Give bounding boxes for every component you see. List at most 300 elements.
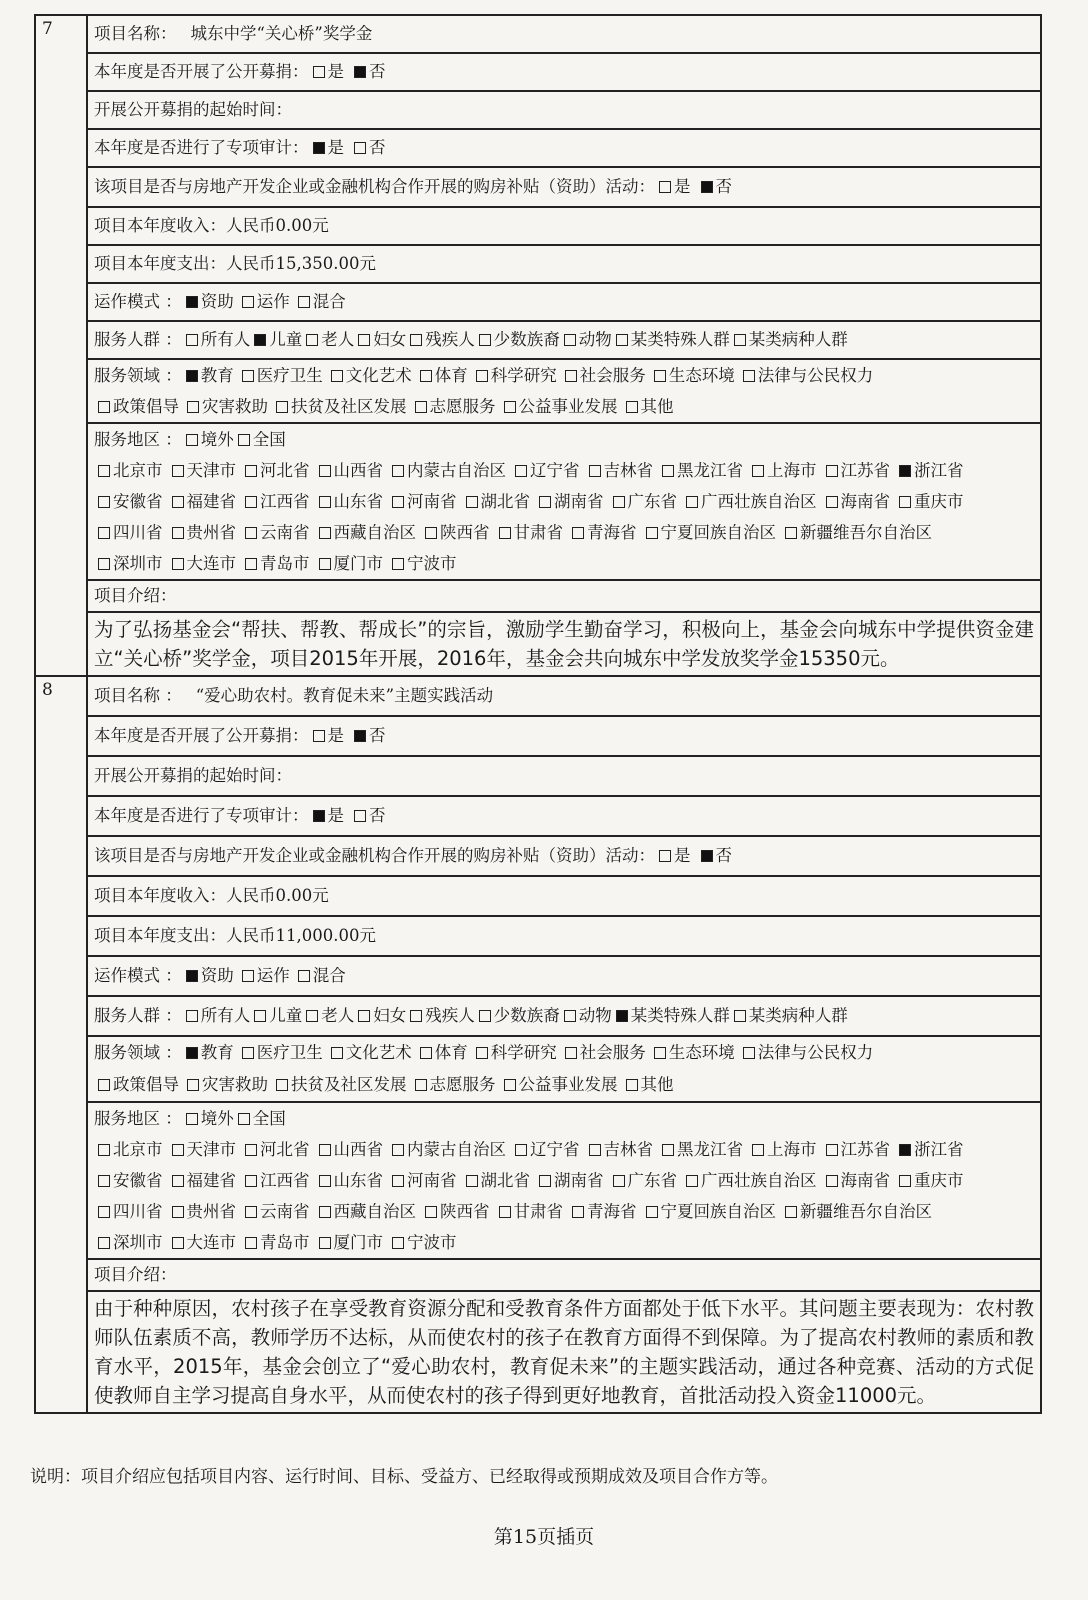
intro-text: 由于种种原因，农村孩子在享受教育资源分配和受教育条件方面都处于低下水平。其问题主要表现为：农村教师队伍素质不高，教师学历不达标，从而使农村的孩子在教育方面得不到保障。为了提高农村教师的素质和教育水平，2015年，基金会创立了“爱心助农村，教育促未来”的主题实践活动，通过各种竞赛、活动的方式促使教师自主学习提高自身水平，从而使农村的孩子得到更好地教育，首批活动投入资金11000元。	[94, 1297, 1034, 1407]
service-field-checkbox[interactable]	[420, 1047, 432, 1059]
region-checkbox[interactable]	[752, 1144, 764, 1156]
service-field-checkbox[interactable]	[98, 1079, 110, 1091]
region-checkbox[interactable]	[245, 496, 257, 508]
service-field-checkbox[interactable]	[242, 1047, 254, 1059]
service-group-option: 动物	[578, 1006, 612, 1025]
service-group-checkbox[interactable]	[410, 334, 422, 346]
service-groups-row	[88, 322, 1040, 360]
public-fundraising-row	[88, 54, 1040, 92]
service-fields-row	[88, 1037, 1040, 1103]
region-checkbox[interactable]	[392, 1237, 404, 1249]
service-fields-row	[88, 360, 1040, 424]
service-field-checkbox[interactable]	[565, 370, 577, 382]
service-field-option: 体育	[434, 366, 468, 385]
service-group-option: 儿童	[269, 330, 303, 349]
region-checkbox[interactable]	[392, 496, 404, 508]
service-area-line	[94, 1165, 1034, 1196]
special-audit-row-yes-label: 是	[327, 806, 344, 825]
region-option: 黑龙江省	[677, 1140, 743, 1159]
income-text: 项目本年度收入：人民币0.00元	[94, 886, 329, 905]
intro-label: 项目介绍：	[94, 586, 177, 605]
housing-subsidy-row-no-checkbox[interactable]	[701, 850, 713, 862]
service-area-line	[94, 455, 1034, 486]
service-area-top	[94, 424, 1034, 455]
service-field-option: 政策倡导	[113, 397, 179, 416]
service-field-checkbox[interactable]	[504, 1079, 516, 1091]
housing-subsidy-row-label: 该项目是否与房地产开发企业或金融机构合作开展的购房补贴（资助）活动：	[94, 846, 655, 865]
region-checkbox[interactable]	[572, 1206, 584, 1218]
region-checkbox[interactable]	[785, 1206, 797, 1218]
region-checkbox[interactable]	[172, 558, 184, 570]
region-option: 内蒙古自治区	[407, 461, 506, 480]
service-field-checkbox[interactable]	[242, 370, 254, 382]
public-fundraising-row-label: 本年度是否开展了公开募捐：	[94, 62, 309, 81]
region-checkbox[interactable]	[613, 1175, 625, 1187]
region-option: 新疆维吾尔自治区	[800, 1202, 932, 1221]
region-option: 辽宁省	[530, 461, 580, 480]
region-checkbox[interactable]	[245, 1206, 257, 1218]
service-area-line	[94, 1134, 1034, 1165]
service-group-option: 残疾人	[425, 1006, 475, 1025]
income-row	[88, 208, 1040, 246]
special-audit-row-no-label: 否	[369, 138, 386, 157]
region-checkbox[interactable]	[646, 1206, 658, 1218]
region-checkbox[interactable]	[752, 465, 764, 477]
region-option: 云南省	[260, 523, 310, 542]
project-name-value: “爱心助农村。教育促未来”主题实践活动	[195, 686, 494, 705]
service-field-option: 生态环境	[668, 1043, 735, 1062]
region-option: 北京市	[113, 461, 163, 480]
service-fields-label: 服务领域 ：	[94, 1043, 182, 1062]
service-field-option: 社会服务	[579, 366, 646, 385]
region-checkbox[interactable]	[319, 1144, 331, 1156]
service-field-option: 公益事业发展	[518, 1075, 618, 1094]
service-field-option: 其他	[640, 397, 674, 416]
service-fields-line2	[94, 1069, 1034, 1101]
service-field-checkbox[interactable]	[186, 1047, 198, 1059]
service-group-option: 残疾人	[425, 330, 475, 349]
service-fields-label: 服务领域 ：	[94, 366, 182, 385]
region-checkbox[interactable]	[172, 465, 184, 477]
region-checkbox[interactable]	[499, 527, 511, 539]
housing-subsidy-row-no-label: 否	[715, 177, 732, 196]
region-checkbox[interactable]	[899, 1175, 911, 1187]
public-fundraising-row	[88, 717, 1040, 757]
service-group-checkbox[interactable]	[616, 334, 628, 346]
service-group-checkbox[interactable]	[306, 1010, 318, 1022]
operation-mode-checkbox[interactable]	[298, 970, 310, 982]
region-option: 海南省	[840, 1171, 890, 1190]
service-field-checkbox[interactable]	[331, 1047, 343, 1059]
region-checkbox[interactable]	[646, 527, 658, 539]
operation-mode-checkbox[interactable]	[298, 296, 310, 308]
region-checkbox[interactable]	[172, 1144, 184, 1156]
expense-text: 项目本年度支出：人民币15,350.00元	[94, 254, 376, 273]
region-option: 吉林省	[603, 1140, 653, 1159]
service-field-checkbox[interactable]	[565, 1047, 577, 1059]
public-fundraising-row-yes-label: 是	[327, 726, 344, 745]
service-area-option: 境外	[200, 1109, 234, 1128]
region-checkbox[interactable]	[172, 1175, 184, 1187]
service-area-line	[94, 548, 1034, 579]
expense-row	[88, 246, 1040, 284]
region-checkbox[interactable]	[589, 1144, 601, 1156]
region-option: 河南省	[407, 1171, 457, 1190]
region-checkbox[interactable]	[392, 1144, 404, 1156]
service-field-checkbox[interactable]	[626, 401, 638, 413]
service-group-option: 某类病种人群	[748, 1006, 848, 1025]
special-audit-row-no-checkbox[interactable]	[354, 142, 366, 154]
service-group-checkbox[interactable]	[564, 1010, 576, 1022]
public-fundraising-row-no-checkbox[interactable]	[354, 66, 366, 78]
region-option: 辽宁省	[530, 1140, 580, 1159]
service-group-option: 所有人	[200, 330, 251, 349]
fundraising-start-row	[88, 92, 1040, 130]
operation-mode-option: 混合	[312, 966, 346, 985]
operation-mode-option: 运作	[256, 966, 290, 985]
region-option: 山东省	[333, 492, 383, 511]
housing-subsidy-row	[88, 168, 1040, 208]
region-checkbox[interactable]	[686, 1175, 698, 1187]
operation-mode-label: 运作模式 ：	[94, 966, 182, 985]
region-checkbox[interactable]	[319, 1175, 331, 1187]
project-row	[35, 676, 1041, 1413]
region-checkbox[interactable]	[899, 1144, 911, 1156]
public-fundraising-row-yes-checkbox[interactable]	[313, 66, 325, 78]
service-field-checkbox[interactable]	[415, 1079, 427, 1091]
region-option: 厦门市	[333, 1233, 383, 1252]
service-area-checkbox[interactable]	[238, 434, 250, 446]
region-option: 上海市	[767, 1140, 817, 1159]
region-checkbox[interactable]	[245, 1144, 257, 1156]
service-group-checkbox[interactable]	[734, 334, 746, 346]
service-field-checkbox[interactable]	[654, 370, 666, 382]
region-option: 大连市	[186, 1233, 236, 1252]
region-option: 青岛市	[260, 1233, 310, 1252]
region-option: 四川省	[113, 1202, 163, 1221]
expense-row	[88, 917, 1040, 957]
region-checkbox[interactable]	[662, 465, 674, 477]
region-checkbox[interactable]	[899, 465, 911, 477]
project-name-row	[88, 677, 1040, 717]
region-option: 山西省	[333, 1140, 383, 1159]
service-area-option: 境外	[200, 430, 234, 449]
region-checkbox[interactable]	[98, 496, 110, 508]
region-checkbox[interactable]	[319, 1237, 331, 1249]
special-audit-row-yes-checkbox[interactable]	[313, 142, 325, 154]
service-fields-line1	[94, 360, 1034, 391]
region-option: 安徽省	[113, 1171, 163, 1190]
region-checkbox[interactable]	[466, 496, 478, 508]
project-row	[35, 15, 1041, 676]
service-area-label: 服务地区 ：	[94, 430, 182, 449]
service-field-option: 法律与公民权力	[757, 1043, 874, 1062]
service-area-line	[94, 486, 1034, 517]
region-checkbox[interactable]	[245, 465, 257, 477]
region-checkbox[interactable]	[98, 1175, 110, 1187]
public-fundraising-row-yes-checkbox[interactable]	[313, 730, 325, 742]
project-fields	[87, 15, 1041, 676]
service-group-option: 老人	[321, 330, 355, 349]
housing-subsidy-row-yes-label: 是	[674, 177, 691, 196]
service-area-checkbox[interactable]	[186, 1113, 198, 1125]
region-checkbox[interactable]	[515, 1144, 527, 1156]
special-audit-row-yes-label: 是	[327, 138, 344, 157]
intro-label-row	[88, 581, 1040, 613]
service-area-checkbox[interactable]	[186, 434, 198, 446]
region-option: 广西壮族自治区	[701, 492, 817, 511]
service-field-checkbox[interactable]	[476, 1047, 488, 1059]
region-checkbox[interactable]	[319, 558, 331, 570]
page-number: 第15页插页	[493, 1526, 595, 1548]
region-option: 山西省	[333, 461, 383, 480]
region-checkbox[interactable]	[826, 465, 838, 477]
service-field-checkbox[interactable]	[654, 1047, 666, 1059]
operation-mode-row	[88, 957, 1040, 997]
region-checkbox[interactable]	[686, 496, 698, 508]
region-checkbox[interactable]	[98, 1237, 110, 1249]
region-checkbox[interactable]	[319, 1206, 331, 1218]
region-option: 大连市	[186, 554, 236, 573]
service-group-checkbox[interactable]	[254, 1010, 266, 1022]
region-option: 西藏自治区	[333, 1202, 416, 1221]
region-checkbox[interactable]	[98, 558, 110, 570]
service-area-checkbox[interactable]	[238, 1113, 250, 1125]
service-fields-line2	[94, 391, 1034, 422]
service-field-checkbox[interactable]	[187, 401, 199, 413]
service-group-option: 所有人	[200, 1006, 251, 1025]
expense-text: 项目本年度支出：人民币11,000.00元	[94, 926, 376, 945]
service-area-line	[94, 1227, 1034, 1258]
service-area-row	[88, 424, 1040, 581]
region-option: 湖南省	[554, 492, 604, 511]
service-group-checkbox[interactable]	[479, 1010, 491, 1022]
region-checkbox[interactable]	[785, 527, 797, 539]
region-checkbox[interactable]	[98, 527, 110, 539]
region-checkbox[interactable]	[172, 1237, 184, 1249]
note-text: 说明：项目介绍应包括项目内容、运行时间、目标、受益方、已经取得或预期成效及项目合作方等。	[30, 1467, 778, 1487]
region-checkbox[interactable]	[98, 1144, 110, 1156]
region-checkbox[interactable]	[466, 1175, 478, 1187]
region-option: 浙江省	[914, 461, 964, 480]
region-checkbox[interactable]	[245, 1237, 257, 1249]
service-field-checkbox[interactable]	[186, 370, 198, 382]
service-field-option: 政策倡导	[113, 1075, 179, 1094]
operation-mode-checkbox[interactable]	[242, 970, 254, 982]
service-group-option: 某类特殊人群	[630, 330, 730, 349]
service-group-checkbox[interactable]	[564, 334, 576, 346]
operation-mode-checkbox[interactable]	[242, 296, 254, 308]
fundraising-start-label: 开展公开募捐的起始时间：	[94, 100, 292, 119]
public-fundraising-row-no-label: 否	[369, 726, 386, 745]
service-groups-label: 服务人群 ：	[94, 330, 182, 349]
region-option: 湖北省	[480, 1171, 530, 1190]
region-checkbox[interactable]	[662, 1144, 674, 1156]
project-name-label: 项目名称 ：	[94, 686, 182, 705]
service-field-checkbox[interactable]	[743, 370, 755, 382]
service-group-checkbox[interactable]	[358, 1010, 370, 1022]
region-option: 湖北省	[480, 492, 530, 511]
region-checkbox[interactable]	[172, 496, 184, 508]
region-option: 内蒙古自治区	[407, 1140, 506, 1159]
service-group-option: 妇女	[373, 1006, 407, 1025]
region-checkbox[interactable]	[589, 465, 601, 477]
service-field-checkbox[interactable]	[504, 401, 516, 413]
service-group-checkbox[interactable]	[616, 1010, 628, 1022]
region-checkbox[interactable]	[392, 465, 404, 477]
region-option: 河北省	[260, 1140, 310, 1159]
service-field-checkbox[interactable]	[98, 401, 110, 413]
operation-mode-checkbox[interactable]	[186, 970, 198, 982]
service-group-checkbox[interactable]	[254, 334, 266, 346]
region-option: 贵州省	[186, 523, 236, 542]
region-option: 陕西省	[440, 1202, 490, 1221]
housing-subsidy-row-yes-checkbox[interactable]	[659, 181, 671, 193]
service-field-checkbox[interactable]	[276, 401, 288, 413]
region-option: 深圳市	[113, 1233, 163, 1252]
region-checkbox[interactable]	[425, 527, 437, 539]
region-option: 海南省	[840, 492, 890, 511]
service-area-line	[94, 517, 1034, 548]
region-checkbox[interactable]	[826, 496, 838, 508]
service-group-checkbox[interactable]	[306, 334, 318, 346]
region-option: 江苏省	[840, 1140, 890, 1159]
region-option: 新疆维吾尔自治区	[800, 523, 932, 542]
region-checkbox[interactable]	[613, 496, 625, 508]
project-number: 7	[35, 15, 87, 676]
region-option: 宁夏回族自治区	[660, 1202, 776, 1221]
region-checkbox[interactable]	[515, 465, 527, 477]
service-group-option: 某类病种人群	[748, 330, 848, 349]
operation-mode-option: 混合	[312, 292, 346, 311]
service-field-option: 医疗卫生	[256, 1043, 323, 1062]
special-audit-row	[88, 797, 1040, 837]
housing-subsidy-row	[88, 837, 1040, 877]
service-field-option: 教育	[200, 366, 234, 385]
region-checkbox[interactable]	[245, 527, 257, 539]
region-checkbox[interactable]	[539, 496, 551, 508]
service-field-option: 灾害救助	[202, 397, 268, 416]
region-option: 广东省	[627, 492, 677, 511]
service-group-checkbox[interactable]	[358, 334, 370, 346]
region-checkbox[interactable]	[245, 1175, 257, 1187]
service-group-option: 少数族裔	[493, 330, 560, 349]
project-name-value: 城东中学“关心桥”奖学金	[190, 24, 373, 43]
service-field-checkbox[interactable]	[743, 1047, 755, 1059]
service-field-option: 生态环境	[668, 366, 735, 385]
special-audit-row-label: 本年度是否进行了专项审计：	[94, 806, 309, 825]
region-option: 北京市	[113, 1140, 163, 1159]
service-field-checkbox[interactable]	[420, 370, 432, 382]
service-field-checkbox[interactable]	[276, 1079, 288, 1091]
service-groups-row	[88, 997, 1040, 1037]
region-option: 重庆市	[914, 492, 964, 511]
region-checkbox[interactable]	[826, 1144, 838, 1156]
region-checkbox[interactable]	[899, 496, 911, 508]
special-audit-row-label: 本年度是否进行了专项审计：	[94, 138, 309, 157]
region-option: 河北省	[260, 461, 310, 480]
service-field-option: 社会服务	[579, 1043, 646, 1062]
service-group-checkbox[interactable]	[734, 1010, 746, 1022]
region-checkbox[interactable]	[319, 465, 331, 477]
project-name-label: 项目名称：	[94, 24, 177, 43]
service-field-checkbox[interactable]	[331, 370, 343, 382]
region-option: 宁夏回族自治区	[660, 523, 776, 542]
region-checkbox[interactable]	[319, 527, 331, 539]
service-group-checkbox[interactable]	[410, 1010, 422, 1022]
service-field-checkbox[interactable]	[415, 401, 427, 413]
region-option: 宁波市	[407, 554, 457, 573]
housing-subsidy-row-label: 该项目是否与房地产开发企业或金融机构合作开展的购房补贴（资助）活动：	[94, 177, 655, 196]
region-checkbox[interactable]	[539, 1175, 551, 1187]
region-option: 江西省	[260, 1171, 310, 1190]
special-audit-row-no-checkbox[interactable]	[354, 810, 366, 822]
form-page	[34, 14, 1042, 1414]
operation-mode-checkbox[interactable]	[186, 296, 198, 308]
service-group-option: 儿童	[269, 1006, 303, 1025]
housing-subsidy-row-yes-checkbox[interactable]	[659, 850, 671, 862]
region-checkbox[interactable]	[172, 527, 184, 539]
service-field-checkbox[interactable]	[187, 1079, 199, 1091]
service-field-option: 扶贫及社区发展	[291, 1075, 407, 1094]
intro-label: 项目介绍：	[94, 1265, 177, 1284]
region-option: 广东省	[627, 1171, 677, 1190]
region-option: 云南省	[260, 1202, 310, 1221]
region-option: 深圳市	[113, 554, 163, 573]
service-field-option: 灾害救助	[202, 1075, 268, 1094]
region-option: 甘肃省	[513, 523, 563, 542]
service-group-checkbox[interactable]	[186, 1010, 198, 1022]
region-option: 重庆市	[914, 1171, 964, 1190]
region-checkbox[interactable]	[319, 496, 331, 508]
region-checkbox[interactable]	[98, 465, 110, 477]
service-field-option: 文化艺术	[345, 1043, 412, 1062]
public-fundraising-row-no-checkbox[interactable]	[354, 730, 366, 742]
public-fundraising-row-label: 本年度是否开展了公开募捐：	[94, 726, 309, 745]
service-field-checkbox[interactable]	[626, 1079, 638, 1091]
region-option: 陕西省	[440, 523, 490, 542]
region-checkbox[interactable]	[392, 1175, 404, 1187]
service-group-checkbox[interactable]	[186, 334, 198, 346]
service-group-option: 少数族裔	[493, 1006, 560, 1025]
special-audit-row-yes-checkbox[interactable]	[313, 810, 325, 822]
region-option: 江西省	[260, 492, 310, 511]
operation-mode-label: 运作模式 ：	[94, 292, 182, 311]
region-checkbox[interactable]	[98, 1206, 110, 1218]
region-checkbox[interactable]	[172, 1206, 184, 1218]
service-field-option: 体育	[434, 1043, 468, 1062]
service-area-row	[88, 1103, 1040, 1260]
service-group-checkbox[interactable]	[479, 334, 491, 346]
region-checkbox[interactable]	[499, 1206, 511, 1218]
housing-subsidy-row-no-checkbox[interactable]	[701, 181, 713, 193]
region-checkbox[interactable]	[826, 1175, 838, 1187]
region-checkbox[interactable]	[425, 1206, 437, 1218]
operation-mode-option: 资助	[200, 966, 234, 985]
service-group-option: 某类特殊人群	[630, 1006, 730, 1025]
service-field-option: 公益事业发展	[518, 397, 618, 416]
region-checkbox[interactable]	[245, 558, 257, 570]
income-text: 项目本年度收入：人民币0.00元	[94, 216, 329, 235]
region-option: 厦门市	[333, 554, 383, 573]
region-option: 西藏自治区	[333, 523, 416, 542]
region-option: 天津市	[186, 461, 236, 480]
intro-text: 为了弘扬基金会“帮扶、帮教、帮成长”的宗旨，激励学生勤奋学习，积极向上，基金会向城东中学提供资金建立“关心桥”奖学金，项目2015年开展，2016年，基金会共向城东中学发放奖学金15350元。	[94, 618, 1034, 670]
service-field-checkbox[interactable]	[476, 370, 488, 382]
region-checkbox[interactable]	[392, 558, 404, 570]
service-group-option: 动物	[578, 330, 612, 349]
region-checkbox[interactable]	[572, 527, 584, 539]
